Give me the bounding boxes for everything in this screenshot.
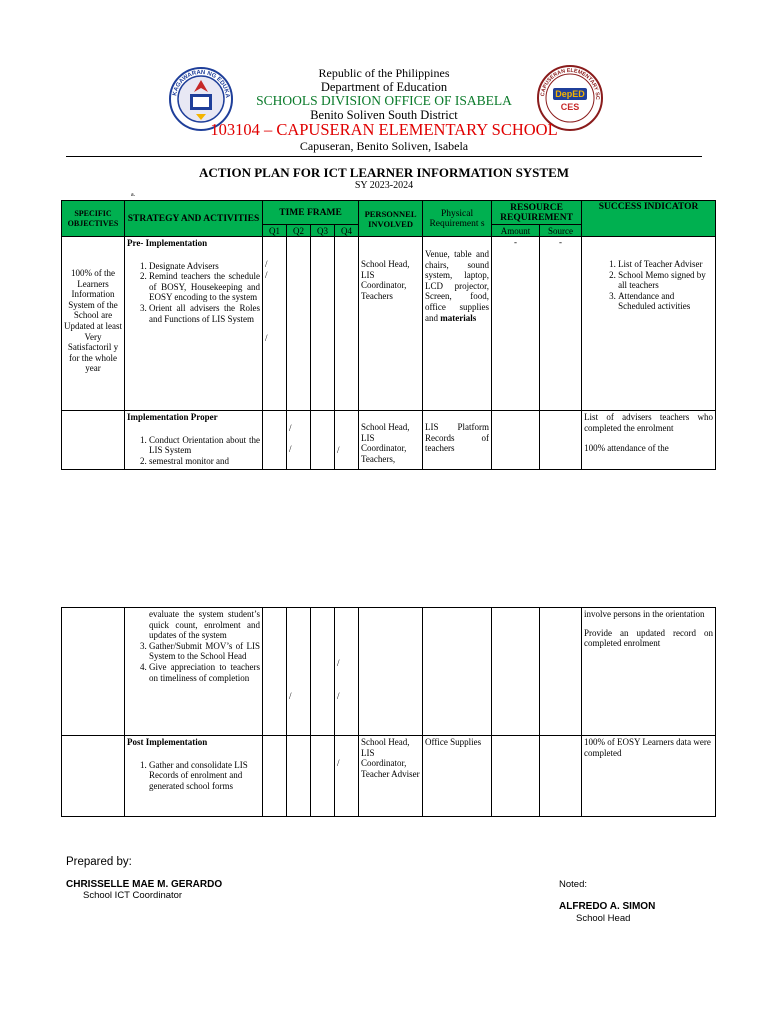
- q2-post-cell: [287, 736, 311, 817]
- physical-proper-text: LIS Platform Records of teachers: [425, 422, 490, 454]
- table-row-post-implementation: [62, 736, 716, 817]
- q2-mark: /: [289, 423, 292, 433]
- success-cont-cell: [582, 608, 716, 736]
- proper-heading: Implementation Proper: [127, 412, 218, 422]
- success-pre-list: [584, 259, 713, 312]
- objective-cell: [62, 237, 125, 411]
- objective-text: 100% of the Learners Information System of the School are Updated at least Very Satisfactoril y for the whole year: [64, 268, 122, 374]
- list-item: 1. Conduct Orientation about the LIS System: [149, 435, 260, 456]
- q3-proper-cell: [311, 411, 335, 470]
- success-pre-cell: [582, 237, 716, 411]
- table-row-continuation: [62, 608, 716, 736]
- q1-post-cell: [263, 736, 287, 817]
- document-title: ACTION PLAN FOR ICT LEARNER INFORMATION SYSTEM: [198, 165, 570, 180]
- deped-badge-text: DepED: [555, 89, 585, 99]
- pre-activities-list: [127, 261, 260, 325]
- source-pre-cell: [540, 237, 582, 411]
- success-post-text: 100% of EOSY Learners data were completed: [584, 737, 711, 758]
- personnel-post-text: School Head, LIS Coordinator, Teacher Adviser: [361, 737, 420, 779]
- pre-heading: Pre- Implementation: [127, 238, 208, 248]
- q3-pre-cell: [311, 237, 335, 411]
- col-physical: Physical Requirement s: [423, 201, 492, 237]
- q4-mark: /: [337, 445, 340, 455]
- source-cont-cell: [540, 608, 582, 736]
- physical-post-text: Office Supplies: [425, 737, 482, 747]
- amount-value: -: [514, 237, 518, 247]
- success-post-cell: [582, 736, 716, 817]
- source-proper-cell: [540, 411, 582, 470]
- stray-mark: a.: [131, 192, 136, 198]
- personnel-pre-text: School Head, LIS Coordinator, Teachers: [361, 259, 410, 301]
- district-line: Benito Soliven South District: [310, 108, 458, 122]
- q3-post-cell: [311, 736, 335, 817]
- physical-pre-materials: materials: [440, 312, 477, 323]
- q1-mark: /: [265, 333, 268, 344]
- q4-proper-cell: [335, 411, 359, 470]
- q3-cont-cell: [311, 608, 335, 736]
- objective-empty-cell: [62, 608, 125, 736]
- list-item: 3. Orient all advisers the Roles and Functions of LIS System: [149, 303, 260, 324]
- source-post-cell: [540, 736, 582, 817]
- noter-title: School Head: [576, 913, 631, 924]
- table-row-pre-implementation: [62, 237, 716, 411]
- department-line: Department of Education: [320, 80, 448, 94]
- physical-proper-cell: [423, 411, 492, 470]
- personnel-proper-text: School Head, LIS Coordinator, Teachers,: [361, 422, 410, 464]
- q2-cont-cell: [287, 608, 311, 736]
- strategy-cont-cell: [125, 608, 263, 736]
- address-line: Capuseran, Benito Soliven, Isabela: [299, 139, 469, 153]
- col-strategy: STRATEGY AND ACTIVITIES: [125, 201, 263, 237]
- personnel-pre-cell: [359, 237, 423, 411]
- school-name: 103104 – CAPUSERAN ELEMENTARY SCHOOL: [210, 120, 558, 139]
- list-item: 2. Remind teachers the schedule of BOSY, Housekeeping and EOSY encoding to the system: [149, 271, 260, 303]
- objective-empty-cell: [62, 736, 125, 817]
- amount-pre-cell: [492, 237, 540, 411]
- success-proper-cell: [582, 411, 716, 470]
- table-row-implementation-proper: [62, 411, 716, 470]
- personnel-proper-cell: [359, 411, 423, 470]
- q4-mark: /: [337, 658, 340, 668]
- col-source: Source: [540, 225, 582, 237]
- q1-pre-cell: [263, 237, 287, 411]
- col-q3: Q3: [311, 225, 335, 237]
- physical-pre-text: Venue, table and chairs, sound system, laptop, LCD projector, Screen, food, office supplies and: [425, 249, 490, 323]
- amount-proper-cell: [492, 411, 540, 470]
- preparer-name: CHRISSELLE MAE M. GERARDO: [66, 879, 223, 890]
- noter-name: ALFREDO A. SIMON: [559, 901, 656, 912]
- q1-proper-cell: [263, 411, 287, 470]
- q1-mark: /: [265, 259, 268, 269]
- q1-cont-cell: [263, 608, 287, 736]
- strategy-pre-cell: [125, 237, 263, 411]
- q4-cont-cell: [335, 608, 359, 736]
- list-item: 2. semestral monitor and: [149, 456, 260, 467]
- q2-pre-cell: [287, 237, 311, 411]
- success-cont-text: involve persons in the orientation: [584, 609, 705, 619]
- objective-empty-cell: [62, 411, 125, 470]
- list-item: 3. Gather/Submit MOV’s of LIS System to the School Head: [149, 641, 260, 662]
- source-value: -: [559, 237, 563, 247]
- action-plan-table-1: [61, 200, 716, 470]
- col-amount: Amount: [492, 225, 540, 237]
- physical-cont-cell: [423, 608, 492, 736]
- amount-cont-cell: [492, 608, 540, 736]
- col-success: SUCCESS INDICATOR: [582, 201, 716, 237]
- col-q2: Q2: [287, 225, 311, 237]
- list-item: 1. Designate Advisers: [149, 261, 260, 272]
- physical-pre-cell: [423, 237, 492, 411]
- preparer-title: School ICT Coordinator: [83, 890, 183, 901]
- col-q1: Q1: [263, 225, 287, 237]
- republic-line: Republic of the Philippines: [318, 66, 450, 80]
- header-rule: [66, 156, 702, 157]
- list-item: 2. School Memo signed by all teachers: [618, 270, 713, 291]
- physical-post-cell: [423, 736, 492, 817]
- q2-mark: /: [289, 691, 292, 701]
- division-line: SCHOOLS DIVISION OFFICE OF ISABELA: [256, 93, 512, 108]
- school-year: SY 2023-2024: [354, 180, 414, 191]
- left-seal-text: KAGAWARAN NG EDUKA: [172, 69, 231, 99]
- q4-mark: /: [337, 758, 340, 768]
- strategy-proper-cell: [125, 411, 263, 470]
- q2-mark: /: [289, 443, 292, 454]
- list-item: 1. Gather and consolidate LIS Records of enrolment and generated school forms: [149, 760, 260, 792]
- q4-mark: /: [337, 690, 340, 701]
- success-proper-text: List of advisers teachers who completed the enrolment: [584, 412, 714, 433]
- strategy-post-cell: [125, 736, 263, 817]
- right-seal-text: CAPUSERAN ELEMENTARY SC: [540, 67, 601, 100]
- cont-activities-list: [127, 641, 260, 683]
- success-cont-text: Provide an updated record on completed enrolment: [584, 627, 713, 649]
- personnel-cont-cell: [359, 608, 423, 736]
- post-heading: Post Implementation: [127, 737, 208, 747]
- success-proper-text: 100% attendance of the: [584, 443, 669, 454]
- amount-post-cell: [492, 736, 540, 817]
- proper-activities-list: [127, 435, 260, 467]
- action-plan-table-2: [61, 607, 716, 817]
- noted-label: Noted:: [559, 879, 587, 890]
- cont-text: evaluate the system student’s quick count, enrolment and updates of the system: [149, 609, 260, 641]
- q4-pre-cell: [335, 237, 359, 411]
- q2-proper-cell: [287, 411, 311, 470]
- post-activities-list: [127, 760, 260, 792]
- q1-mark: /: [265, 269, 268, 280]
- list-item: 1. List of Teacher Adviser: [618, 259, 713, 270]
- list-item: 3. Attendance and Scheduled activities: [618, 291, 713, 312]
- col-objectives: SPECIFIC OBJECTIVES: [62, 201, 125, 237]
- col-resource: RESOURCE REQUIREMENT: [492, 201, 582, 225]
- col-q4: Q4: [335, 225, 359, 237]
- col-personnel: PERSONNEL INVOLVED: [359, 201, 423, 237]
- q4-post-cell: [335, 736, 359, 817]
- prepared-by-label: Prepared by:: [66, 856, 132, 868]
- ces-badge-text: CES: [560, 102, 580, 112]
- personnel-post-cell: [359, 736, 423, 817]
- list-item: 4. Give appreciation to teachers on timeliness of completion: [149, 662, 260, 683]
- col-time-frame: TIME FRAME: [263, 201, 359, 225]
